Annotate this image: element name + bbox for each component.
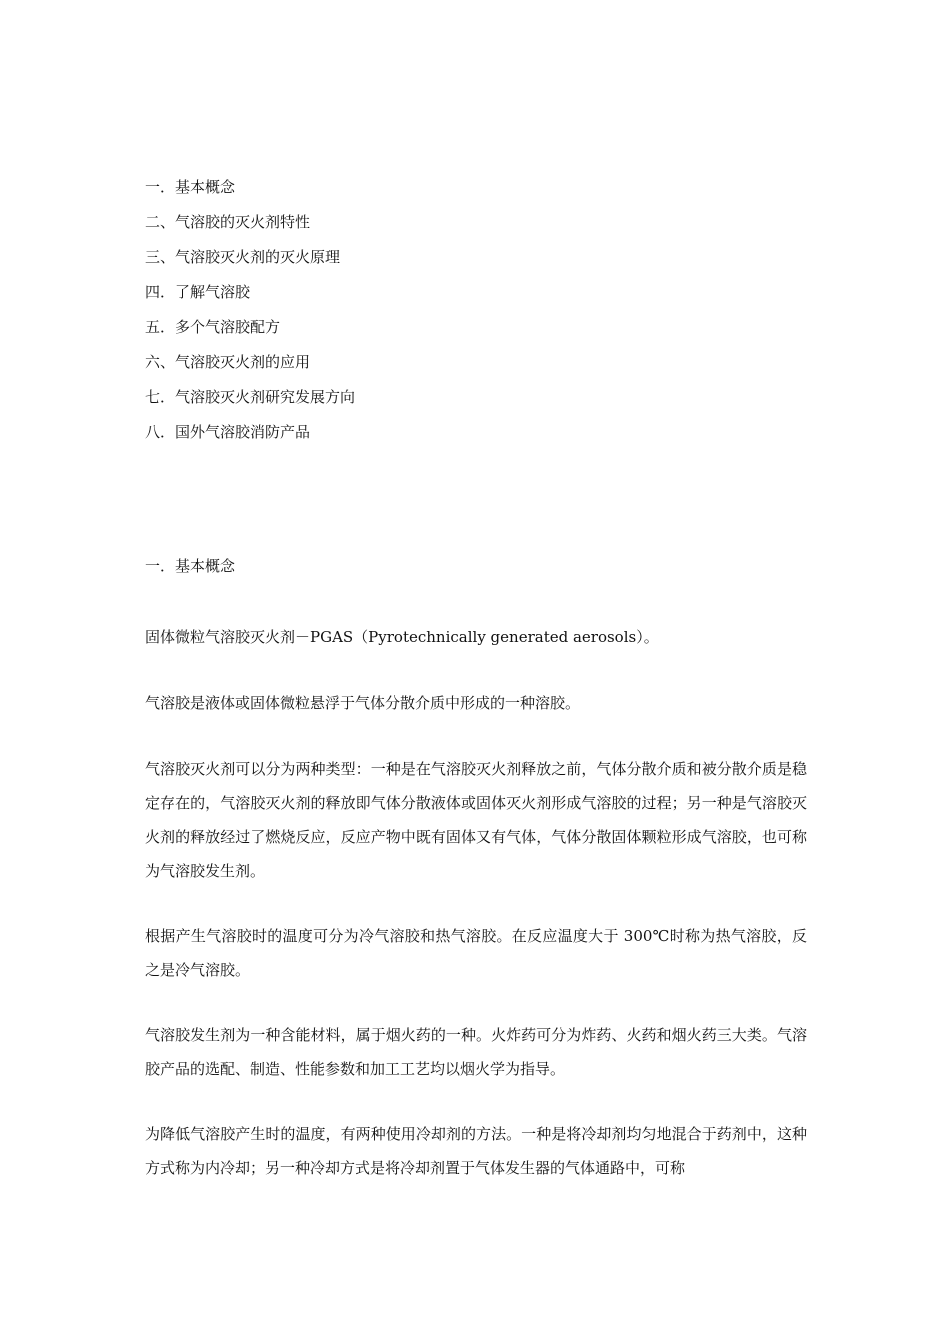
toc-item: 七．气溶胶灭火剂研究发展方向 xyxy=(145,388,356,406)
toc-item: 八．国外气溶胶消防产品 xyxy=(145,423,311,441)
toc-item: 六、气溶胶灭火剂的应用 xyxy=(145,353,311,371)
paragraph: 为降低气溶胶产生时的温度，有两种使用冷却剂的方法。一种是将冷却剂均匀地混合于药剂中，这种方式称为内冷却；另一种冷却方式是将冷却剂置于气体发生器的气体通路中，可称 xyxy=(145,1125,807,1177)
table-of-contents xyxy=(145,170,355,450)
paragraph: 根据产生气溶胶时的温度可分为冷气溶胶和热气溶胶。在反应温度大于 300℃时称为热气溶胶，反之是冷气溶胶。 xyxy=(145,927,807,979)
toc-item: 四．了解气溶胶 xyxy=(145,283,251,301)
paragraph: 气溶胶发生剂为一种含能材料，属于烟火药的一种。火炸药可分为炸药、火药和烟火药三大类。气溶胶产品的选配、制造、性能参数和加工工艺均以烟火学为指导。 xyxy=(145,1026,807,1078)
toc-item: 一．基本概念 xyxy=(145,178,236,196)
toc-item: 二、气溶胶的灭火剂特性 xyxy=(145,213,311,231)
section-heading: 一．基本概念 xyxy=(145,557,236,575)
paragraph: 气溶胶是液体或固体微粒悬浮于气体分散介质中形成的一种溶胶。 xyxy=(145,694,581,712)
toc-item: 五．多个气溶胶配方 xyxy=(145,318,281,336)
toc-item: 三、气溶胶灭火剂的灭火原理 xyxy=(145,248,341,266)
paragraph: 固体微粒气溶胶灭火剂－PGAS（Pyrotechnically generated aerosols）。 xyxy=(145,628,659,646)
section-body xyxy=(145,620,807,1216)
paragraph: 气溶胶灭火剂可以分为两种类型：一种是在气溶胶灭火剂释放之前，气体分散介质和被分散介质是稳定存在的，气溶胶灭火剂的释放即气体分散液体或固体灭火剂形成气溶胶的过程；另一种是气溶胶灭火剂的释放经过了燃烧反应，反应产物中既有固体又有气体，气体分散固体颗粒形成气溶胶，也可称为气溶胶发生剂。 xyxy=(145,760,807,880)
